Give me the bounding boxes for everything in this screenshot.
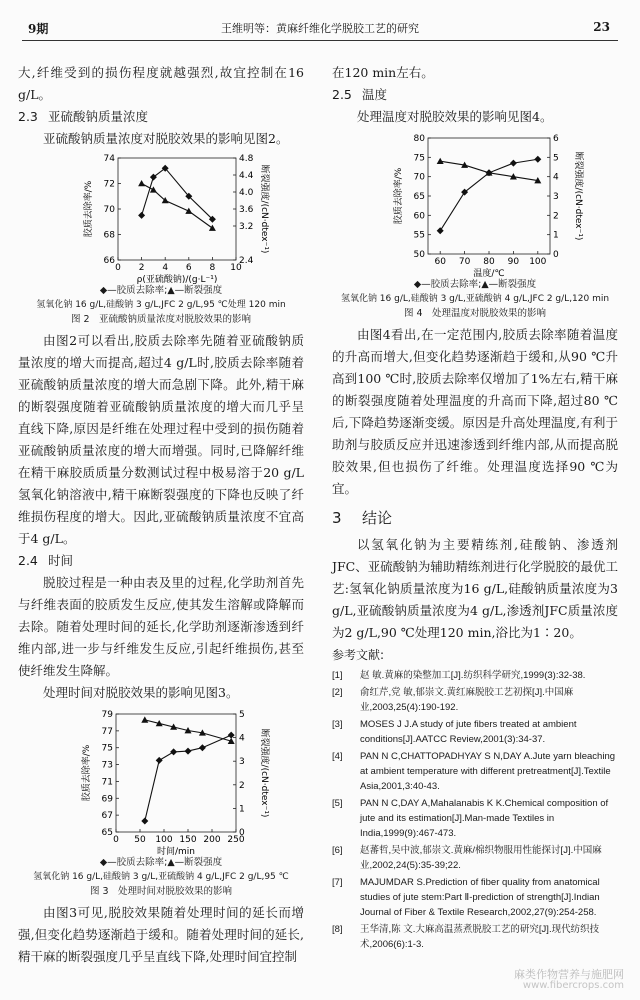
y-left-tick-label: 74 bbox=[103, 154, 115, 164]
y-right-axis-label: 断裂强度/(cN·dtex⁻¹) bbox=[259, 164, 269, 254]
y-right-tick-label: 5 bbox=[553, 153, 559, 164]
diamond-point bbox=[170, 748, 177, 755]
x-tick-label: 80 bbox=[483, 257, 495, 267]
x-tick-label: 0 bbox=[113, 835, 119, 845]
y-left-axis-label: 胶质去除率/% bbox=[84, 180, 94, 238]
diamond-point bbox=[199, 744, 206, 751]
reference-item bbox=[332, 668, 618, 683]
y-left-tick-label: 65 bbox=[413, 192, 425, 202]
section-number: 2.3 bbox=[18, 109, 38, 124]
diamond-point bbox=[138, 212, 145, 219]
figure-conditions: 氢氧化钠 16 g/L,硅酸钠 3 g/L,亚硫酸钠 4 g/L,JFC 2 g/L,120 min bbox=[340, 294, 610, 304]
x-tick-label: 0 bbox=[115, 263, 121, 273]
section-title: 亚硫酸钠质量浓度 bbox=[48, 109, 149, 124]
reference-text: 赵 敏.黄麻的染整加工[J].纺织科学研究,1999(3):32-38. bbox=[360, 670, 586, 681]
running-title: 王维明等：黄麻纤维化学脱胶工艺的研究 bbox=[221, 22, 419, 35]
y-right-tick-label: 1 bbox=[553, 230, 559, 241]
figure-legend: ◆—胶质去除率;▲—断裂强度 bbox=[413, 279, 537, 290]
paragraph: 处理时间对脱胶效果的影响见图3。 bbox=[43, 685, 239, 700]
x-axis-label: 时间/min bbox=[156, 847, 196, 856]
reference-item bbox=[332, 717, 618, 747]
x-tick-label: 150 bbox=[179, 835, 197, 845]
plot-frame bbox=[428, 138, 550, 254]
section-number: 2.4 bbox=[18, 553, 38, 568]
reference-text: MOSES J J.A study of jute fibers treated at ambient conditions[J].AATCC Review,2001(3):34-37. bbox=[360, 719, 577, 745]
triangle-point bbox=[150, 186, 157, 192]
y-left-tick-label: 50 bbox=[413, 250, 425, 260]
y-right-tick-label: 4 bbox=[239, 733, 245, 744]
figure-conditions: 氢氧化钠 16 g/L,硅酸钠 3 g/L,亚硫酸钠 4 g/L,JFC 2 g/L,95 ℃ bbox=[33, 872, 289, 882]
x-tick-label: 10 bbox=[230, 263, 242, 273]
reference-text: 赵蕃哲,吴中波,郁崇文.黄麻/棉织物服用性能探讨[J].中国麻业,2002,24(5):35-39;22. bbox=[360, 845, 602, 871]
y-left-tick-label: 70 bbox=[413, 172, 425, 183]
paragraph: 亚硫酸钠质量浓度对脱胶效果的影响见图2。 bbox=[43, 131, 289, 146]
y-left-axis-label: 胶质去除率/% bbox=[394, 167, 404, 225]
y-left-tick-label: 80 bbox=[413, 134, 425, 144]
figure-legend: ◆—胶质去除率;▲—断裂强度 bbox=[99, 285, 223, 296]
x-tick-label: 4 bbox=[162, 263, 169, 273]
references-list bbox=[332, 668, 618, 952]
y-left-tick-label: 70 bbox=[103, 205, 115, 215]
reference-text: PAN N C,DAY A,Mahalanabis K K.Chemical composition of jute and its estimation[J].Man-made Textiles in India,1999(9):467-473. bbox=[360, 798, 609, 839]
y-right-tick-label: 3 bbox=[239, 757, 245, 768]
diamond-point bbox=[437, 227, 444, 234]
paragraph: 在120 min左右。 bbox=[332, 65, 434, 80]
y-right-tick-label: 4.0 bbox=[239, 188, 254, 198]
paragraph: 由图4看出,在一定范围内,胶质去除率随着温度的升高而增大,但变化趋势逐渐趋于缓和,从90 ℃升高到100 ℃时,胶质去除率仅增加了1%左右,精干麻的断裂强度随着处理温度的升高而下降,超过80 ℃后,下降趋势逐渐变缓。原因是升高处理温度,有利于助剂与胶质反应并迅速渗透到纤维内部,从而提高脱胶效果,但也损伤了纤维。处理温度选择90 ℃为宜。 bbox=[332, 327, 618, 496]
x-tick-label: 60 bbox=[434, 257, 446, 267]
y-left-tick-label: 75 bbox=[413, 153, 425, 164]
figure-4 bbox=[332, 130, 618, 322]
paragraph: 以氢氧化钠为主要精练剂,硅酸钠、渗透剂JFC、亚硫酸钠为辅助精练剂进行化学脱胶的最优工艺:氢氧化钠质量浓度为16 g/L,硅酸钠质量浓度为3 g/L,亚硫酸钠质量浓度为4 g/L,渗透剂JFC质量浓度为2 g/L,90 ℃处理120 min,浴比为1∶20。 bbox=[332, 537, 618, 640]
figure-2 bbox=[18, 152, 304, 328]
triangle-point bbox=[138, 180, 145, 186]
figure-4-chart bbox=[350, 130, 600, 278]
y-left-axis-label: 胶质去除率/% bbox=[82, 744, 92, 802]
triangle-point bbox=[209, 225, 216, 231]
section-heading-2-3 bbox=[18, 106, 304, 128]
reference-text: 俞红芹,党 敏,郁崇文.黄红麻脱胶工艺初探[J].中国麻业,2003,25(4):190-192. bbox=[360, 687, 574, 713]
x-tick-label: 2 bbox=[138, 263, 145, 273]
diamond-point bbox=[156, 757, 163, 764]
y-left-tick-label: 60 bbox=[413, 211, 425, 222]
diamond-point bbox=[141, 818, 148, 825]
y-left-tick-label: 66 bbox=[103, 256, 115, 266]
reference-number: [4] bbox=[332, 751, 343, 762]
section-number: 2.5 bbox=[332, 87, 352, 102]
watermark-url: www.fibercrops.com bbox=[522, 980, 624, 991]
figure-3 bbox=[18, 706, 304, 900]
y-right-tick-label: 0 bbox=[553, 250, 559, 260]
reference-item bbox=[332, 749, 618, 794]
y-left-tick-label: 75 bbox=[101, 743, 113, 754]
y-left-tick-label: 67 bbox=[101, 811, 113, 822]
plot-frame bbox=[118, 158, 236, 260]
reference-number: [1] bbox=[332, 670, 343, 681]
section-heading-3 bbox=[332, 506, 618, 530]
paragraph: 处理温度对脱胶效果的影响见图4。 bbox=[357, 109, 553, 124]
reference-item bbox=[332, 843, 618, 873]
reference-item bbox=[332, 796, 618, 841]
y-left-tick-label: 55 bbox=[413, 230, 425, 241]
y-right-tick-label: 0 bbox=[239, 828, 245, 838]
figure-caption: 图 3 处理时间对脱胶效果的影响 bbox=[89, 886, 233, 897]
y-right-tick-label: 1 bbox=[239, 804, 245, 815]
y-left-tick-label: 72 bbox=[103, 179, 115, 190]
figure-caption: 图 4 处理温度对脱胶效果的影响 bbox=[403, 308, 547, 319]
reference-number: [8] bbox=[332, 924, 343, 935]
x-tick-label: 250 bbox=[227, 835, 245, 845]
y-right-tick-label: 4.8 bbox=[239, 154, 254, 164]
section-number: 3 bbox=[332, 509, 342, 527]
figure-legend: ◆—胶质去除率;▲—断裂强度 bbox=[99, 857, 223, 868]
section-title: 温度 bbox=[362, 87, 388, 102]
paragraph: 大,纤维受到的损伤程度就越强烈,故宜控制在16 g/L。 bbox=[18, 65, 304, 102]
y-right-tick-label: 3.6 bbox=[239, 205, 254, 215]
y-right-tick-label: 4.4 bbox=[239, 171, 254, 181]
right-column bbox=[332, 62, 618, 954]
diamond-point bbox=[185, 748, 192, 755]
section-heading-2-4 bbox=[18, 550, 304, 572]
y-right-tick-label: 2 bbox=[553, 211, 559, 222]
figure-2-chart bbox=[36, 152, 286, 284]
y-right-tick-label: 4 bbox=[553, 172, 559, 183]
x-tick-label: 70 bbox=[458, 257, 471, 267]
x-tick-label: 200 bbox=[203, 835, 221, 845]
reference-number: [5] bbox=[332, 798, 343, 809]
reference-number: [3] bbox=[332, 719, 343, 730]
y-right-tick-label: 2.4 bbox=[239, 256, 254, 266]
x-tick-label: 90 bbox=[507, 257, 520, 267]
section-heading-2-5 bbox=[332, 84, 618, 106]
y-left-tick-label: 79 bbox=[101, 710, 113, 720]
reference-number: [2] bbox=[332, 687, 343, 698]
issue-number: 9期 bbox=[28, 22, 49, 36]
x-tick-label: 8 bbox=[209, 263, 216, 273]
y-left-tick-label: 69 bbox=[101, 794, 113, 805]
reference-text: MAJUMDAR S.Prediction of fiber quality from anatomical studies of jute stem:Part Ⅱ-prediction of strength[J].Indian Journal of Fiber & Textile Research,2002,27(9):254-258. bbox=[360, 877, 600, 918]
y-right-axis-label: 断裂强度/(cN·dtex⁻¹) bbox=[573, 151, 583, 241]
watermark-text: 麻类作物营养与施肥网 bbox=[514, 968, 624, 981]
page-number: 23 bbox=[593, 20, 610, 34]
page-header bbox=[0, 18, 640, 40]
x-axis-label: 温度/℃ bbox=[473, 269, 505, 278]
x-tick-label: 100 bbox=[155, 835, 173, 845]
reference-number: [7] bbox=[332, 877, 343, 888]
y-right-tick-label: 3 bbox=[553, 192, 559, 202]
y-right-tick-label: 2 bbox=[239, 780, 245, 791]
reference-item bbox=[332, 922, 618, 952]
plot-frame bbox=[116, 714, 236, 832]
y-left-tick-label: 73 bbox=[101, 760, 113, 771]
triangle-point bbox=[141, 716, 148, 722]
reference-number: [6] bbox=[332, 845, 343, 856]
figure-caption: 图 2 亚硫酸钠质量浓度对脱胶效果的影响 bbox=[70, 314, 252, 325]
figure-conditions: 氢氧化钠 16 g/L,硅酸钠 3 g/L,JFC 2 g/L,95 ℃处理 120 min bbox=[36, 300, 286, 310]
x-axis-label: ρ(亚硫酸钠)/(g·L⁻¹) bbox=[136, 275, 218, 284]
section-title: 结论 bbox=[362, 509, 393, 527]
x-tick-label: 6 bbox=[185, 263, 192, 273]
y-left-tick-label: 65 bbox=[101, 828, 113, 838]
x-tick-label: 50 bbox=[134, 835, 146, 845]
header-rule bbox=[22, 40, 618, 41]
triangle-point bbox=[437, 158, 444, 164]
y-right-axis-label: 断裂强度/(cN·dtex⁻¹) bbox=[259, 728, 269, 818]
y-right-tick-label: 3.2 bbox=[239, 222, 254, 232]
triangle-point bbox=[185, 208, 192, 214]
reference-item bbox=[332, 875, 618, 920]
y-left-tick-label: 68 bbox=[103, 230, 115, 241]
figure-3-chart bbox=[36, 706, 286, 856]
paragraph: 由图2可以看出,胶质去除率先随着亚硫酸钠质量浓度的增大而提高,超过4 g/L时,胶质去除率随着亚硫酸钠质量浓度的增大而急剧下降。此外,精干麻的断裂强度随着亚硫酸钠质量浓度的增大而几乎呈直线下降,原因是纤维在处理过程中受到的损伤随着亚硫酸钠质量浓度的增大而增强。同时,已降解纤维在精干麻胶质质量分数测试过程中极易溶于20 g/L氢氧化钠溶液中,精干麻断裂强度的下降也反映了纤维损伤程度的增大。因此,亚硫酸钠质量浓度不宜高于4 g/L。 bbox=[18, 333, 304, 546]
reference-item bbox=[332, 685, 618, 715]
paragraph: 脱胶过程是一种由表及里的过程,化学助剂首先与纤维表面的胶质发生反应,使其发生溶解或降解而去除。随着处理时间的延长,化学助剂逐渐渗透到纤维内部,进一步与纤维发生反应,引起纤维损伤,甚至使纤维发生降解。 bbox=[18, 575, 304, 678]
reference-text: 王华清,陈 文.大麻高温蒸煮脱胶工艺的研究[J].现代纺织技术,2006(6):1-3. bbox=[360, 924, 600, 950]
references-heading: 参考文献: bbox=[332, 648, 385, 662]
section-title: 时间 bbox=[48, 553, 74, 568]
y-left-tick-label: 77 bbox=[101, 726, 113, 737]
reference-text: PAN N C,CHATTOPADHYAY S N,DAY A.Jute yarn bleaching at ambient temperature with different pretreatment[J].Textile Asia,2001,3:40-43. bbox=[360, 751, 616, 792]
paragraph: 由图3可见,脱胶效果随着处理时间的延长而增强,但变化趋势逐渐趋于缓和。随着处理时间的延长,精干麻的断裂强度几乎呈直线下降,处理时间宜控制 bbox=[18, 905, 304, 964]
y-left-tick-label: 71 bbox=[101, 777, 113, 788]
diamond-point bbox=[534, 156, 541, 163]
y-right-tick-label: 5 bbox=[239, 710, 245, 720]
left-column bbox=[18, 62, 304, 968]
y-right-tick-label: 6 bbox=[553, 134, 559, 144]
x-tick-label: 100 bbox=[529, 257, 547, 267]
diamond-point bbox=[510, 160, 517, 167]
